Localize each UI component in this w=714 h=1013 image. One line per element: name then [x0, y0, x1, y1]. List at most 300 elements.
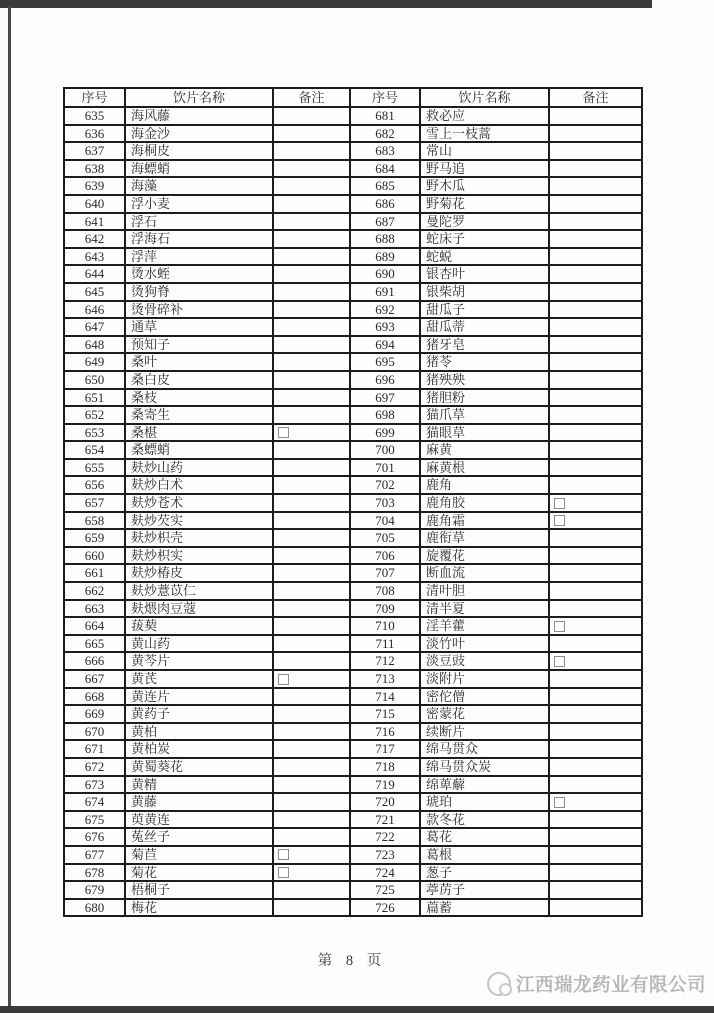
- seq-left-cell: 677: [64, 846, 125, 864]
- note-right-cell: [549, 459, 642, 477]
- table-row: [64, 195, 642, 213]
- note-left-cell: [273, 318, 350, 336]
- name-left-cell: 通草: [125, 318, 273, 336]
- note-right-cell: [549, 688, 642, 706]
- seq-left-cell: 659: [64, 529, 125, 547]
- name-right-cell: 野菊花: [420, 195, 549, 213]
- note-left-cell: [273, 353, 350, 371]
- seq-left-cell: 657: [64, 494, 125, 512]
- seq-left-cell: 663: [64, 600, 125, 618]
- name-left-cell: 浮萍: [125, 248, 273, 266]
- seq-left-cell: 672: [64, 758, 125, 776]
- table-row: [64, 424, 642, 442]
- name-left-cell: 黄连片: [125, 688, 273, 706]
- note-left-cell: [273, 811, 350, 829]
- name-left-cell: 麸炒薏苡仁: [125, 582, 273, 600]
- seq-right-cell: 711: [350, 635, 420, 653]
- note-right-cell: [549, 705, 642, 723]
- seq-right-cell: 696: [350, 371, 420, 389]
- note-right-cell: [549, 811, 642, 829]
- header-name-left: 饮片名称: [125, 88, 273, 107]
- seq-right-cell: 726: [350, 899, 420, 917]
- seq-right-cell: 716: [350, 723, 420, 741]
- name-left-cell: 桑白皮: [125, 371, 273, 389]
- seq-right-cell: 703: [350, 494, 420, 512]
- note-checkbox: [554, 515, 565, 526]
- name-left-cell: 菊苣: [125, 846, 273, 864]
- seq-right-cell: 718: [350, 758, 420, 776]
- note-left-cell: [273, 424, 350, 442]
- table-row: [64, 547, 642, 565]
- note-left-cell: [273, 547, 350, 565]
- seq-left-cell: 675: [64, 811, 125, 829]
- table-row: [64, 301, 642, 319]
- name-right-cell: 甜瓜子: [420, 301, 549, 319]
- name-left-cell: 黄蜀葵花: [125, 758, 273, 776]
- seq-left-cell: 656: [64, 476, 125, 494]
- table-row: [64, 705, 642, 723]
- note-left-cell: [273, 160, 350, 178]
- seq-left-cell: 673: [64, 776, 125, 794]
- name-left-cell: 桑螵蛸: [125, 441, 273, 459]
- note-checkbox: [554, 797, 565, 808]
- name-left-cell: 麸炒芡实: [125, 512, 273, 530]
- seq-right-cell: 715: [350, 705, 420, 723]
- name-left-cell: 预知子: [125, 336, 273, 354]
- seq-right-cell: 691: [350, 283, 420, 301]
- seq-left-cell: 652: [64, 406, 125, 424]
- name-right-cell: 银柴胡: [420, 283, 549, 301]
- seq-left-cell: 676: [64, 828, 125, 846]
- name-left-cell: 梅花: [125, 899, 273, 917]
- note-left-cell: [273, 758, 350, 776]
- table-row: [64, 793, 642, 811]
- name-right-cell: 葛花: [420, 828, 549, 846]
- note-right-cell: [549, 336, 642, 354]
- table-row: [64, 353, 642, 371]
- header-name-right: 饮片名称: [420, 88, 549, 107]
- seq-right-cell: 699: [350, 424, 420, 442]
- note-right-cell: [549, 564, 642, 582]
- name-right-cell: 猫爪草: [420, 406, 549, 424]
- table-row: [64, 688, 642, 706]
- seq-left-cell: 647: [64, 318, 125, 336]
- note-right-cell: [549, 476, 642, 494]
- seq-left-cell: 667: [64, 670, 125, 688]
- note-right-cell: [549, 230, 642, 248]
- note-right-cell: [549, 670, 642, 688]
- note-left-cell: [273, 881, 350, 899]
- seq-right-cell: 719: [350, 776, 420, 794]
- name-right-cell: 绵马贯众炭: [420, 758, 549, 776]
- note-left-cell: [273, 177, 350, 195]
- note-right-cell: [549, 881, 642, 899]
- name-left-cell: 黄药子: [125, 705, 273, 723]
- note-left-cell: [273, 142, 350, 160]
- note-right-cell: [549, 125, 642, 143]
- seq-left-cell: 655: [64, 459, 125, 477]
- note-left-cell: [273, 740, 350, 758]
- note-right-cell: [549, 793, 642, 811]
- seq-right-cell: 714: [350, 688, 420, 706]
- note-right-cell: [549, 652, 642, 670]
- note-left-cell: [273, 512, 350, 530]
- seq-left-cell: 674: [64, 793, 125, 811]
- name-right-cell: 野木瓜: [420, 177, 549, 195]
- name-right-cell: 猪殃殃: [420, 371, 549, 389]
- note-right-cell: [549, 828, 642, 846]
- seq-right-cell: 707: [350, 564, 420, 582]
- name-right-cell: 鹿角胶: [420, 494, 549, 512]
- name-right-cell: 款冬花: [420, 811, 549, 829]
- note-checkbox: [278, 427, 289, 438]
- seq-left-cell: 665: [64, 635, 125, 653]
- table-row: [64, 125, 642, 143]
- table-row: [64, 336, 642, 354]
- note-right-cell: [549, 758, 642, 776]
- table-row: [64, 230, 642, 248]
- table-row: [64, 213, 642, 231]
- note-left-cell: [273, 793, 350, 811]
- seq-right-cell: 683: [350, 142, 420, 160]
- table-row: [64, 846, 642, 864]
- name-right-cell: 琥珀: [420, 793, 549, 811]
- note-right-cell: [549, 283, 642, 301]
- seq-right-cell: 708: [350, 582, 420, 600]
- name-right-cell: 清叶胆: [420, 582, 549, 600]
- seq-left-cell: 680: [64, 899, 125, 917]
- note-left-cell: [273, 688, 350, 706]
- note-right-cell: [549, 318, 642, 336]
- note-right-cell: [549, 142, 642, 160]
- name-right-cell: 猪苓: [420, 353, 549, 371]
- name-right-cell: 曼陀罗: [420, 213, 549, 231]
- name-left-cell: 菊花: [125, 864, 273, 882]
- note-left-cell: [273, 582, 350, 600]
- seq-left-cell: 646: [64, 301, 125, 319]
- note-right-cell: [549, 248, 642, 266]
- note-right-cell: [549, 529, 642, 547]
- name-right-cell: 淡豆豉: [420, 652, 549, 670]
- table-row: [64, 776, 642, 794]
- seq-left-cell: 661: [64, 564, 125, 582]
- table-row: [64, 582, 642, 600]
- name-right-cell: 密佗僧: [420, 688, 549, 706]
- name-left-cell: 浮海石: [125, 230, 273, 248]
- seq-left-cell: 664: [64, 617, 125, 635]
- name-left-cell: 烫狗脊: [125, 283, 273, 301]
- seq-left-cell: 644: [64, 265, 125, 283]
- seq-right-cell: 689: [350, 248, 420, 266]
- name-right-cell: 野马追: [420, 160, 549, 178]
- note-right-cell: [549, 494, 642, 512]
- note-left-cell: [273, 441, 350, 459]
- name-right-cell: 雪上一枝蒿: [420, 125, 549, 143]
- note-left-cell: [273, 406, 350, 424]
- note-right-cell: [549, 740, 642, 758]
- table-row: [64, 283, 642, 301]
- seq-left-cell: 649: [64, 353, 125, 371]
- seq-left-cell: 668: [64, 688, 125, 706]
- header-note-right: 备注: [549, 88, 642, 107]
- note-right-cell: [549, 265, 642, 283]
- table-row: [64, 899, 642, 917]
- note-right-cell: [549, 160, 642, 178]
- seq-right-cell: 701: [350, 459, 420, 477]
- name-left-cell: 海风藤: [125, 107, 273, 125]
- note-left-cell: [273, 265, 350, 283]
- name-right-cell: 葱子: [420, 864, 549, 882]
- note-left-cell: [273, 846, 350, 864]
- seq-right-cell: 713: [350, 670, 420, 688]
- table-row: [64, 670, 642, 688]
- seq-left-cell: 658: [64, 512, 125, 530]
- seq-right-cell: 690: [350, 265, 420, 283]
- name-left-cell: 麸煨肉豆蔻: [125, 600, 273, 618]
- note-left-cell: [273, 230, 350, 248]
- note-left-cell: [273, 723, 350, 741]
- name-left-cell: 桑叶: [125, 353, 273, 371]
- name-right-cell: 断血流: [420, 564, 549, 582]
- name-left-cell: 海金沙: [125, 125, 273, 143]
- table-row: [64, 723, 642, 741]
- seq-left-cell: 648: [64, 336, 125, 354]
- note-left-cell: [273, 125, 350, 143]
- seq-left-cell: 642: [64, 230, 125, 248]
- note-left-cell: [273, 828, 350, 846]
- name-left-cell: 麸炒白术: [125, 476, 273, 494]
- seq-right-cell: 722: [350, 828, 420, 846]
- seq-right-cell: 725: [350, 881, 420, 899]
- seq-right-cell: 717: [350, 740, 420, 758]
- name-left-cell: 麸炒枳壳: [125, 529, 273, 547]
- note-left-cell: [273, 248, 350, 266]
- seq-right-cell: 686: [350, 195, 420, 213]
- name-left-cell: 黄柏炭: [125, 740, 273, 758]
- seq-right-cell: 704: [350, 512, 420, 530]
- note-left-cell: [273, 670, 350, 688]
- table-row: [64, 564, 642, 582]
- scan-frame-left: [8, 6, 11, 1007]
- note-right-cell: [549, 441, 642, 459]
- name-left-cell: 海藻: [125, 177, 273, 195]
- seq-right-cell: 697: [350, 389, 420, 407]
- page-number: 第 8 页: [317, 953, 387, 969]
- name-left-cell: 菝葜: [125, 617, 273, 635]
- name-right-cell: 续断片: [420, 723, 549, 741]
- note-right-cell: [549, 195, 642, 213]
- table-header-row: [64, 88, 642, 107]
- note-left-cell: [273, 283, 350, 301]
- seq-right-cell: 695: [350, 353, 420, 371]
- scan-frame-top: [0, 0, 652, 8]
- seq-right-cell: 705: [350, 529, 420, 547]
- note-left-cell: [273, 564, 350, 582]
- seq-right-cell: 693: [350, 318, 420, 336]
- table-row: [64, 758, 642, 776]
- name-left-cell: 桑椹: [125, 424, 273, 442]
- note-left-cell: [273, 617, 350, 635]
- table-row: [64, 828, 642, 846]
- note-left-cell: [273, 389, 350, 407]
- name-left-cell: 黄藤: [125, 793, 273, 811]
- name-right-cell: 猪牙皂: [420, 336, 549, 354]
- name-left-cell: 海桐皮: [125, 142, 273, 160]
- name-left-cell: 麸炒椿皮: [125, 564, 273, 582]
- seq-right-cell: 685: [350, 177, 420, 195]
- note-right-cell: [549, 846, 642, 864]
- name-left-cell: 浮石: [125, 213, 273, 231]
- name-left-cell: 麸炒苍术: [125, 494, 273, 512]
- note-left-cell: [273, 494, 350, 512]
- seq-left-cell: 650: [64, 371, 125, 389]
- table-row: [64, 265, 642, 283]
- seq-right-cell: 710: [350, 617, 420, 635]
- seq-left-cell: 640: [64, 195, 125, 213]
- name-left-cell: 桑枝: [125, 389, 273, 407]
- seq-right-cell: 684: [350, 160, 420, 178]
- table-row: [64, 652, 642, 670]
- table-row: [64, 371, 642, 389]
- table-row: [64, 600, 642, 618]
- name-right-cell: 密蒙花: [420, 705, 549, 723]
- table-row: [64, 494, 642, 512]
- seq-right-cell: 698: [350, 406, 420, 424]
- note-right-cell: [549, 424, 642, 442]
- note-right-cell: [549, 177, 642, 195]
- name-left-cell: 烫水蛭: [125, 265, 273, 283]
- table-row: [64, 177, 642, 195]
- name-right-cell: 葶苈子: [420, 881, 549, 899]
- seq-left-cell: 645: [64, 283, 125, 301]
- note-right-cell: [549, 389, 642, 407]
- seq-right-cell: 723: [350, 846, 420, 864]
- name-left-cell: 菟丝子: [125, 828, 273, 846]
- note-right-cell: [549, 301, 642, 319]
- table-row: [64, 617, 642, 635]
- name-left-cell: 海螵蛸: [125, 160, 273, 178]
- name-left-cell: 黄芩片: [125, 652, 273, 670]
- note-right-cell: [549, 864, 642, 882]
- name-left-cell: 梧桐子: [125, 881, 273, 899]
- seq-right-cell: 720: [350, 793, 420, 811]
- seq-left-cell: 660: [64, 547, 125, 565]
- table-row: [64, 107, 642, 125]
- seq-left-cell: 654: [64, 441, 125, 459]
- note-left-cell: [273, 476, 350, 494]
- name-right-cell: 鹿角: [420, 476, 549, 494]
- note-right-cell: [549, 353, 642, 371]
- note-left-cell: [273, 371, 350, 389]
- header-seq-right: 序号: [350, 88, 420, 107]
- table-row: [64, 142, 642, 160]
- company-watermark: [487, 971, 706, 997]
- table-row: [64, 881, 642, 899]
- note-right-cell: [549, 600, 642, 618]
- note-left-cell: [273, 107, 350, 125]
- seq-right-cell: 700: [350, 441, 420, 459]
- company-logo-icon: [487, 972, 511, 996]
- name-right-cell: 萹蓄: [420, 899, 549, 917]
- name-right-cell: 常山: [420, 142, 549, 160]
- note-right-cell: [549, 899, 642, 917]
- name-left-cell: 浮小麦: [125, 195, 273, 213]
- name-right-cell: 清半夏: [420, 600, 549, 618]
- note-right-cell: [549, 213, 642, 231]
- note-checkbox: [278, 849, 289, 860]
- seq-right-cell: 688: [350, 230, 420, 248]
- seq-left-cell: 653: [64, 424, 125, 442]
- seq-left-cell: 639: [64, 177, 125, 195]
- name-right-cell: 淡竹叶: [420, 635, 549, 653]
- note-right-cell: [549, 107, 642, 125]
- seq-right-cell: 681: [350, 107, 420, 125]
- note-left-cell: [273, 600, 350, 618]
- name-right-cell: 救必应: [420, 107, 549, 125]
- name-right-cell: 猪胆粉: [420, 389, 549, 407]
- note-right-cell: [549, 635, 642, 653]
- table-row: [64, 441, 642, 459]
- note-left-cell: [273, 652, 350, 670]
- table-row: [64, 160, 642, 178]
- seq-left-cell: 671: [64, 740, 125, 758]
- seq-left-cell: 679: [64, 881, 125, 899]
- note-left-cell: [273, 336, 350, 354]
- name-right-cell: 淫羊藿: [420, 617, 549, 635]
- table-row: [64, 512, 642, 530]
- name-right-cell: 旋覆花: [420, 547, 549, 565]
- table-row: [64, 389, 642, 407]
- seq-right-cell: 712: [350, 652, 420, 670]
- seq-right-cell: 724: [350, 864, 420, 882]
- seq-right-cell: 706: [350, 547, 420, 565]
- note-left-cell: [273, 705, 350, 723]
- name-left-cell: 黄精: [125, 776, 273, 794]
- note-left-cell: [273, 899, 350, 917]
- note-right-cell: [549, 776, 642, 794]
- seq-left-cell: 666: [64, 652, 125, 670]
- name-left-cell: 黄柏: [125, 723, 273, 741]
- note-checkbox: [554, 621, 565, 632]
- note-left-cell: [273, 529, 350, 547]
- name-right-cell: 麻黄: [420, 441, 549, 459]
- note-left-cell: [273, 635, 350, 653]
- table-row: [64, 529, 642, 547]
- name-right-cell: 葛根: [420, 846, 549, 864]
- table-row: [64, 864, 642, 882]
- header-note-left: 备注: [273, 88, 350, 107]
- seq-left-cell: 669: [64, 705, 125, 723]
- note-left-cell: [273, 459, 350, 477]
- table-row: [64, 248, 642, 266]
- name-right-cell: 猫眼草: [420, 424, 549, 442]
- name-right-cell: 绵萆薢: [420, 776, 549, 794]
- note-checkbox: [278, 867, 289, 878]
- name-left-cell: 麸炒枳实: [125, 547, 273, 565]
- note-right-cell: [549, 512, 642, 530]
- name-left-cell: 黄山药: [125, 635, 273, 653]
- note-right-cell: [549, 547, 642, 565]
- table-row: [64, 318, 642, 336]
- name-left-cell: 萸黄连: [125, 811, 273, 829]
- seq-right-cell: 687: [350, 213, 420, 231]
- name-right-cell: 淡附片: [420, 670, 549, 688]
- seq-left-cell: 643: [64, 248, 125, 266]
- company-watermark-text: 江西瑞龙药业有限公司: [516, 976, 707, 996]
- herb-list-table: [63, 87, 643, 917]
- seq-left-cell: 638: [64, 160, 125, 178]
- note-left-cell: [273, 864, 350, 882]
